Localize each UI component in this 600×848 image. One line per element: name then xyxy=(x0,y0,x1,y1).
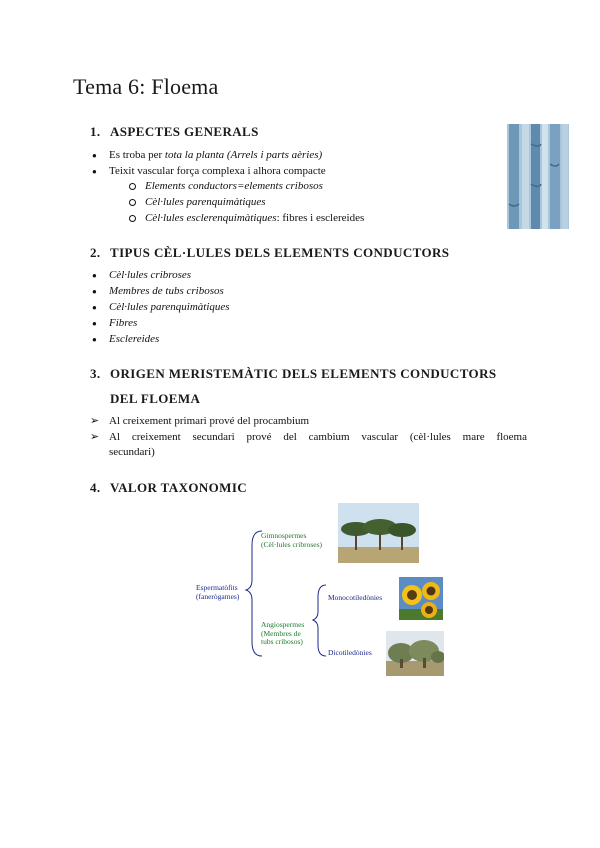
section-3-heading-cont: DEL FLOEMA xyxy=(110,391,201,406)
arrow-bullet-icon: ➢ xyxy=(90,431,100,443)
bullet-icon: ● xyxy=(92,335,97,344)
circle-bullet-icon xyxy=(129,199,136,206)
circle-bullet-icon xyxy=(129,215,136,222)
section-3-heading: 3. ORIGEN MERISTEMÀTIC DELS ELEMENTS CONDUCTORS xyxy=(90,366,497,381)
diagram-mono-label: Monocotiledònies xyxy=(328,593,383,602)
list-item: Al creixement primari prové del procambium xyxy=(109,415,310,427)
bullet-icon: ● xyxy=(92,167,97,176)
olive-trees-image xyxy=(386,631,444,676)
list-item: Teixit vascular força complexa i alhora compacte xyxy=(109,165,326,177)
list-item: Membres de tubs cribosos xyxy=(109,285,224,297)
sub-list-item: Elements conductors=elements cribosos xyxy=(145,180,323,192)
phloem-micrograph-image xyxy=(507,124,569,229)
sub-list-item: Cèl·lules esclerenquimàtiques: fibres i esclereides xyxy=(145,212,365,224)
list-item: Fibres xyxy=(109,317,138,329)
list-item: Esclereides xyxy=(109,333,160,345)
list-item: Es troba per tota la planta (Arrels i parts aèries) xyxy=(109,149,323,161)
section-4-heading: 4. VALOR TAXONOMIC xyxy=(90,480,248,495)
bullet-icon: ● xyxy=(92,151,97,160)
page-title: Tema 6: Floema xyxy=(73,74,219,99)
diagram-dico-label: Dicotiledònies xyxy=(328,648,372,657)
section-2-heading: 2. TIPUS CÈL·LULES DELS ELEMENTS CONDUCTORS xyxy=(90,245,450,260)
diagram-angio-label: Angiospermes (Membres de tubs cribosos) xyxy=(261,620,305,646)
bullet-icon: ● xyxy=(92,287,97,296)
arrow-bullet-icon: ➢ xyxy=(90,415,100,427)
section-1-heading xyxy=(90,124,259,140)
list-item: Cèl·lules cribroses xyxy=(109,269,192,281)
bullet-icon: ● xyxy=(92,271,97,280)
bullet-icon: ● xyxy=(92,303,97,312)
pine-trees-image xyxy=(338,503,419,563)
section-1-title: ASPECTES GENERALS xyxy=(110,124,259,139)
list-item: Al creixement secundari prové del cambium vascular (cèl·lules mare floema xyxy=(109,431,527,443)
list-item: Cèl·lules parenquimàtiques xyxy=(109,301,230,313)
diagram-gymno-label: Gimnospermes (Cèl·lules cribroses) xyxy=(261,531,323,549)
sunflowers-image xyxy=(399,577,443,620)
circle-bullet-icon xyxy=(129,183,136,190)
sub-list-item: Cèl·lules parenquimàtiques xyxy=(145,196,266,208)
diagram-root-label: Espermatòfits (fanerògames) xyxy=(196,583,240,601)
section-1-number: 1. xyxy=(90,124,101,139)
list-item-cont: secundari) xyxy=(109,446,155,458)
bullet-icon: ● xyxy=(92,319,97,328)
